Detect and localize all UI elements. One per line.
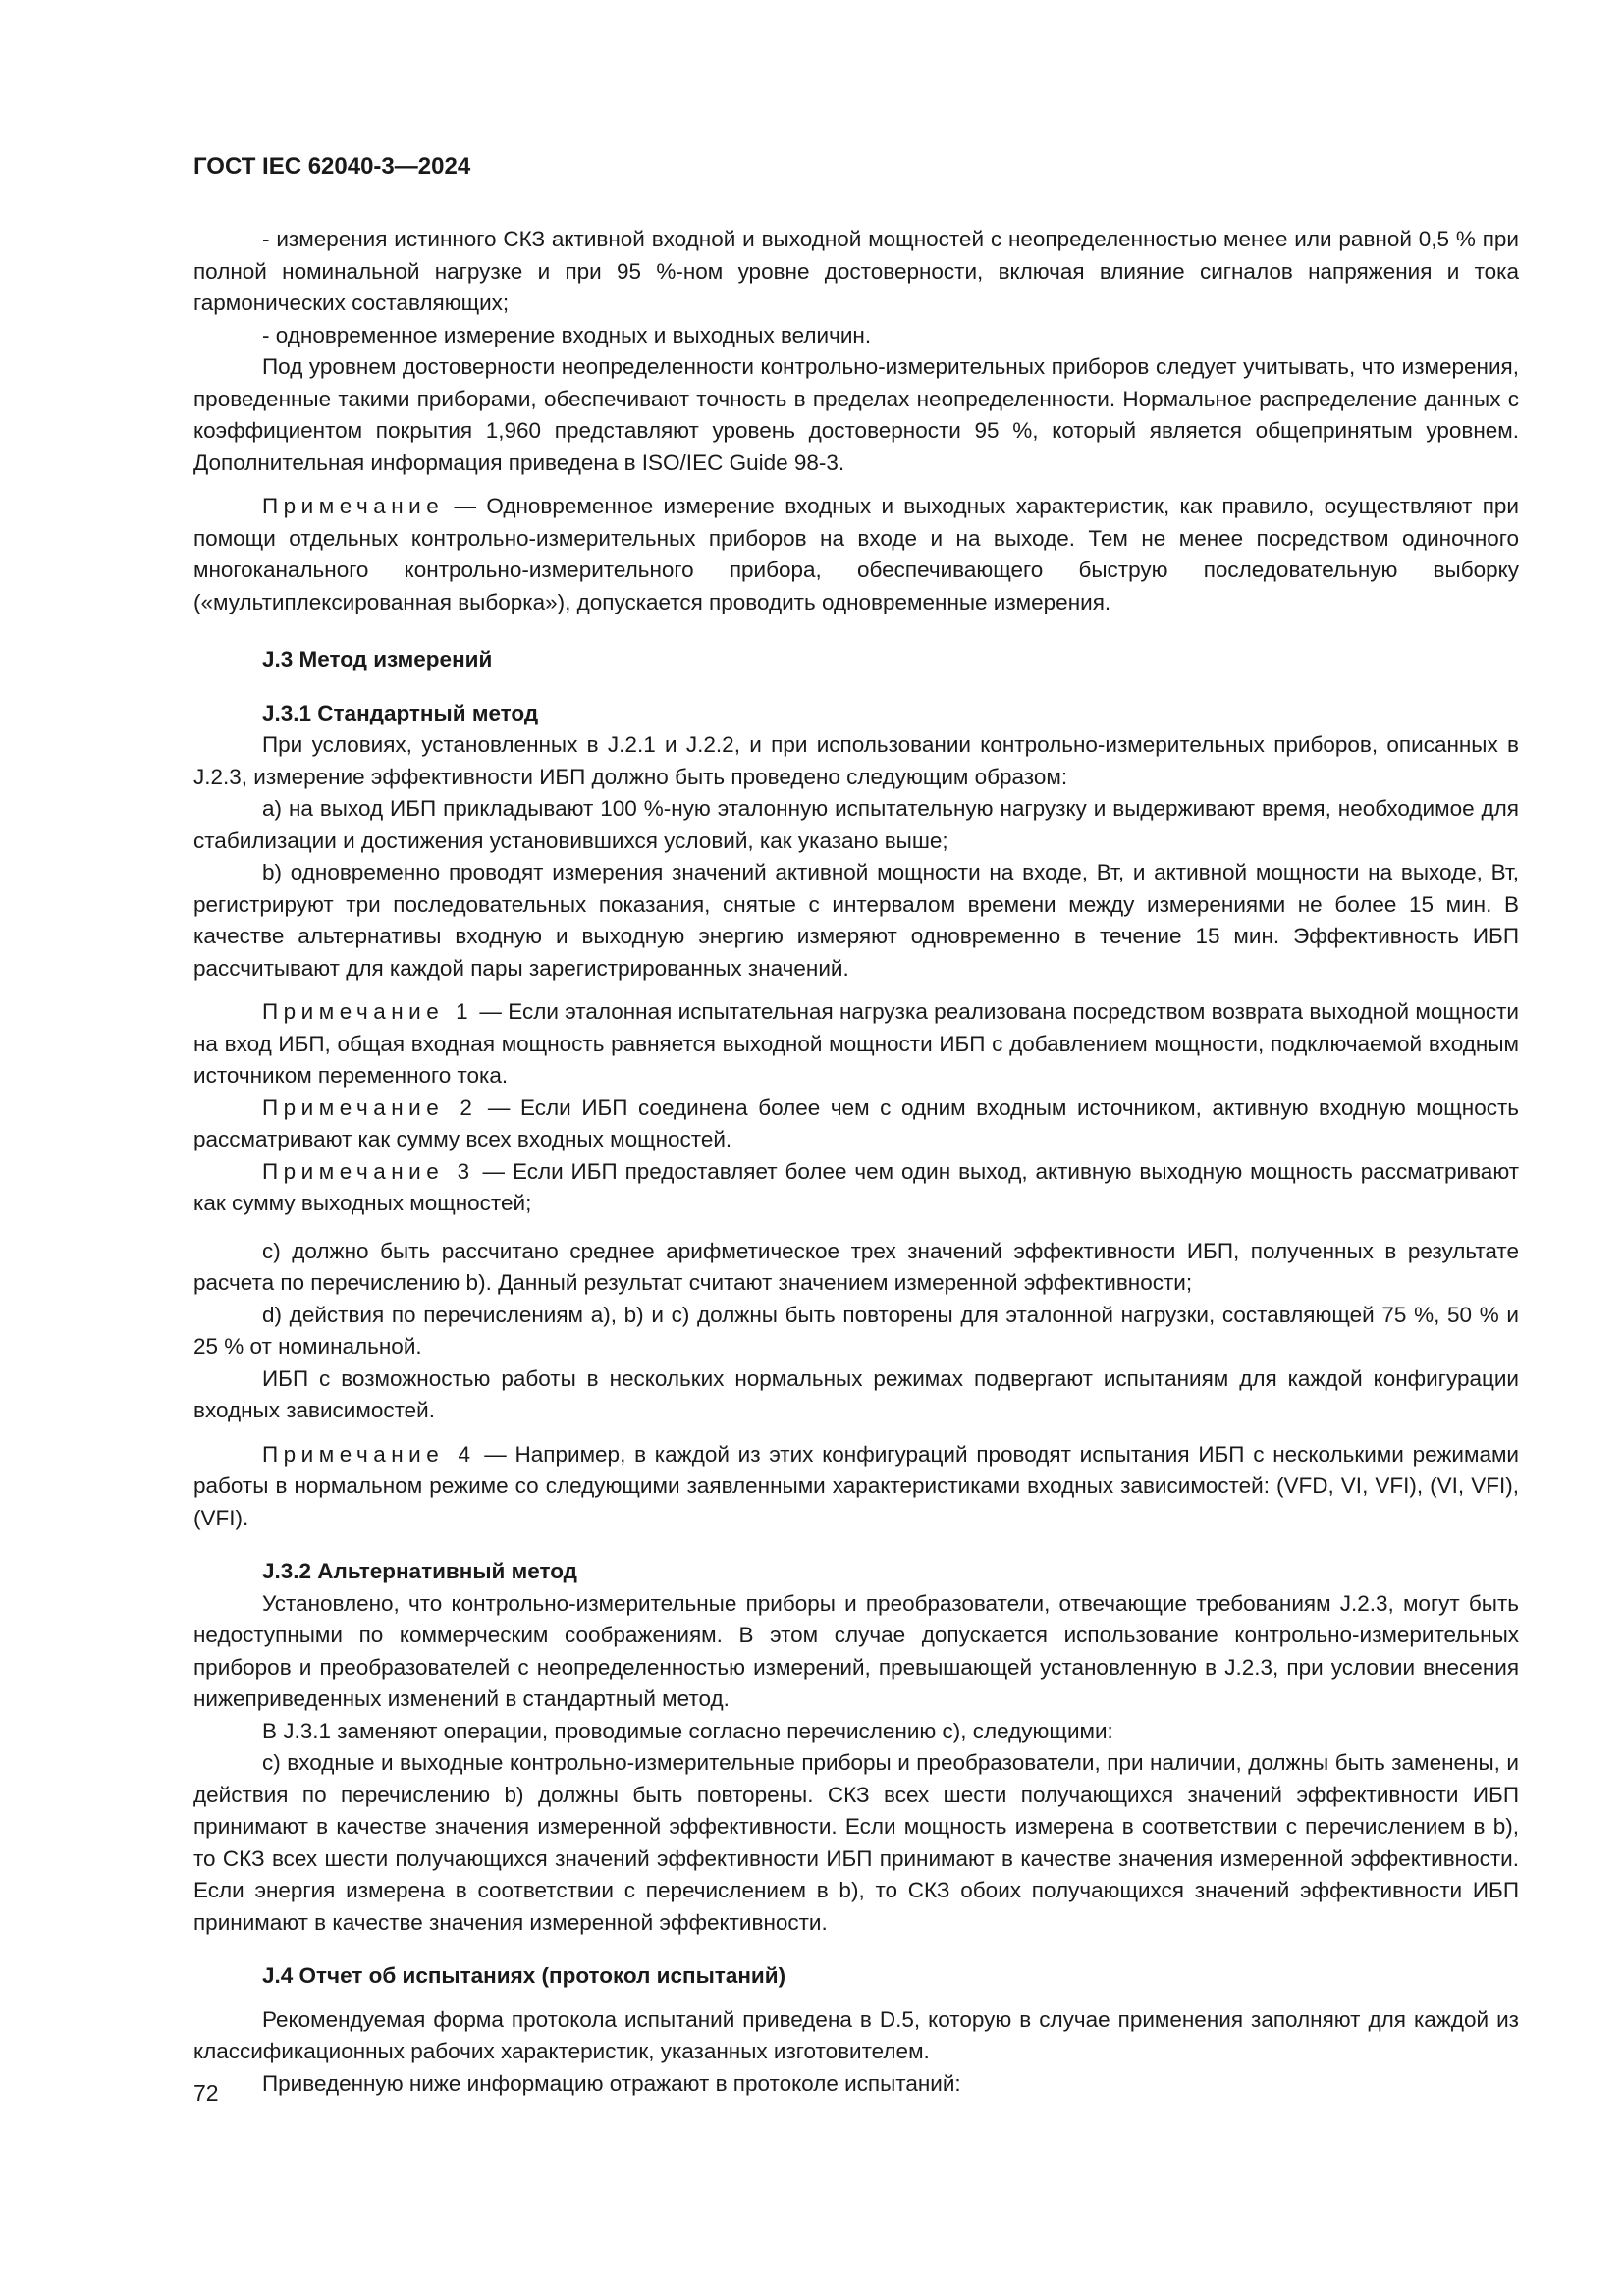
paragraph: При условиях, установленных в J.2.1 и J.2.2, и при использовании контрольно-измерительных приборов, описанных в J.2.3, измерение эффективности ИБП должно быть проведено следующим образом:: [193, 732, 1519, 789]
note-text: — Если ИБП соединена более чем с одним входным источником, активную входную мощность рассматривают как сумму всех входных мощностей.: [193, 1095, 1520, 1151]
paragraph: ИБП с возможностью работы в нескольких нормальных режимах подвергают испытаниям для каждой конфигурации входных зависимостей.: [193, 1365, 1519, 1422]
page-content: [193, 224, 1519, 2100]
note-text: — Одновременное измерение входных и выходных характеристик, как правило, осуществляют при помощи отдельных контрольно-измерительных приборов на входе и на выходе. Тем не менее посредством одиночного многоканального контрольно-измерительного прибора, обеспечивающего быструю последовательную выборку («мультиплексированная выборка»), допускается проводить одновременные измерения.: [193, 494, 1519, 614]
subsection-heading: J.3.1 Стандартный метод: [262, 700, 539, 725]
note: [193, 1439, 1519, 1535]
note: [193, 491, 1519, 618]
paragraph: Рекомендуемая форма протокола испытаний приведена в D.5, которую в случае применения заполняют для каждой из классификационных рабочих характеристик, указанных изготовителем.: [193, 2006, 1519, 2063]
note-text: — Если эталонная испытательная нагрузка реализована посредством возврата выходной мощности на вход ИБП, общая входная мощность равняется выходной мощности ИБП с добавлением мощности, подключаемой входным источником переменного тока.: [193, 999, 1519, 1088]
section-heading: J.3 Метод измерений: [262, 647, 493, 671]
list-item: - измерения истинного СКЗ активной входной и выходной мощностей с неопределенностью менее или равной 0,5 % при полной номинальной нагрузке и при 95 %-ном уровне достоверности, включая влияние сигналов напряжения и тока гармонических составляющих;: [193, 227, 1519, 315]
list-item: с) должно быть рассчитано среднее арифметическое трех значений эффективности ИБП, полученных в результате расчета по перечислению b). Данный результат считают значением измеренной эффективности;: [193, 1238, 1519, 1295]
list-item: - одновременное измерение входных и выходных величин.: [262, 322, 872, 347]
note-label: Примечание 3: [262, 1158, 475, 1184]
paragraph: Установлено, что контрольно-измерительные приборы и преобразователи, отвечающие требованиям J.2.3, могут быть недоступными по коммерческим соображениям. В этом случае допускается использование контрольно-измерительных приборов и преобразователей с неопределенностью измерений, превышающей установленную в J.2.3, при условии внесения нижеприведенных изменений в стандартный метод.: [193, 1590, 1519, 1711]
note: [193, 1156, 1519, 1220]
page-number: 72: [193, 2080, 219, 2106]
subsection-heading: J.3.2 Альтернативный метод: [262, 1559, 577, 1583]
note: [193, 1093, 1519, 1156]
note-text: — Например, в каждой из этих конфигураций проводят испытания ИБП с несколькими режимами работы в нормальном режиме со следующими заявленными характеристиками входных зависимостей: (VFD, VI, VFI), (VI, VFI), (VFI).: [193, 1441, 1519, 1530]
section-heading: J.4 Отчет об испытаниях (протокол испытаний): [262, 1963, 786, 1988]
list-item: b) одновременно проводят измерения значений активной мощности на входе, Вт, и активной мощности на выходе, Вт, регистрируют три последовательных показания, снятые с интервалом времени между измерениями не более 15 мин. В качестве альтернативы входную и выходную энергию измеряют одновременно в течение 15 мин. Эффективность ИБП рассчитывают для каждой пары зарегистрированных значений.: [193, 860, 1519, 981]
list-item: с) входные и выходные контрольно-измерительные приборы и преобразователи, при наличии, должны быть заменены, и действия по перечислению b) должны быть повторены. СКЗ всех шести получающихся значений эффективности ИБП принимают в качестве значения измеренной эффективности. Если мощность измерена в соответствии с перечислением в b), то СКЗ всех шести получающихся значений эффективности ИБП принимают в качестве значения измеренной эффективности. Если энергия измерена в соответствии с перечислением в b), то СКЗ обоих получающихся значений эффективности ИБП принимают в качестве значения измеренной эффективности.: [193, 1750, 1519, 1935]
note-label: Примечание: [262, 494, 445, 518]
note-label: Примечание 4: [262, 1441, 476, 1467]
note: [193, 996, 1519, 1093]
list-item: d) действия по перечислениям а), b) и с) должны быть повторены для эталонной нагрузки, составляющей 75 %, 50 % и 25 % от номинальной.: [193, 1302, 1519, 1359]
note-text: — Если ИБП предоставляет более чем один выход, активную выходную мощность рассматривают как сумму выходных мощностей;: [193, 1158, 1519, 1215]
paragraph: Под уровнем достоверности неопределенности контрольно-измерительных приборов следует учитывать, что измерения, проведенные такими приборами, обеспечивают точность в пределах неопределенности. Нормальное распределение данных с коэффициентом покрытия 1,960 представляют уровень достоверности 95 %, который является общепринятым уровнем. Дополнительная информация приведена в ISO/IEC Guide 98-3.: [193, 354, 1519, 475]
list-item: а) на выход ИБП прикладывают 100 %-ную эталонную испытательную нагрузку и выдерживают время, необходимое для стабилизации и достижения установившихся условий, как указано выше;: [193, 796, 1519, 853]
paragraph: В J.3.1 заменяют операции, проводимые согласно перечислению с), следующими:: [262, 1718, 1113, 1743]
note-label: Примечание 1: [262, 999, 474, 1024]
paragraph: Приведенную ниже информацию отражают в протоколе испытаний:: [262, 2070, 961, 2096]
document-header: ГОСТ IEC 62040-3—2024: [193, 153, 471, 180]
note-label: Примечание 2: [262, 1095, 478, 1120]
